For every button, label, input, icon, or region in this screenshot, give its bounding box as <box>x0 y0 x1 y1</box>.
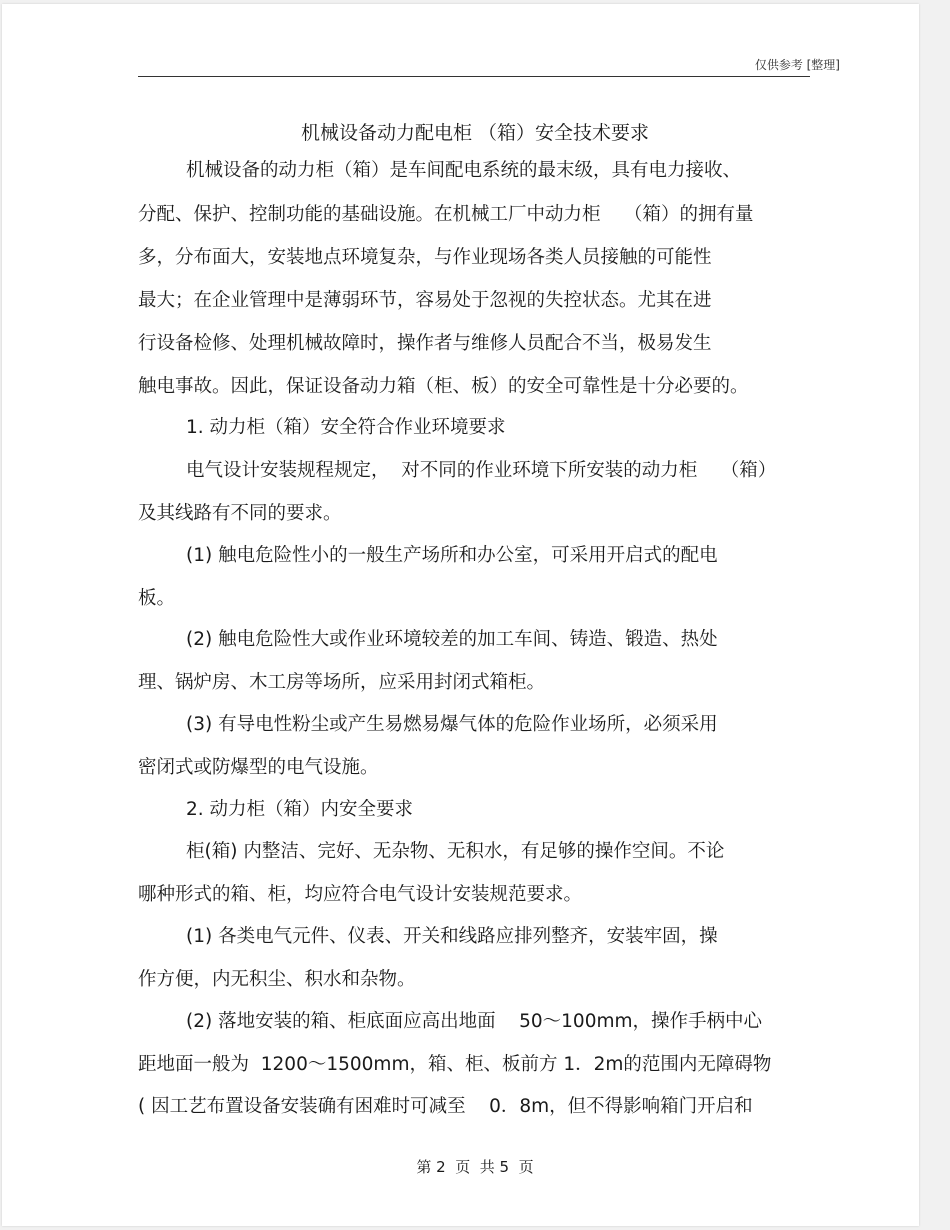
body-line: 机械设备的动力柜（箱）是车间配电系统的最末级，具有电力接收、 <box>186 160 742 181</box>
body-line: 分配、保护、控制功能的基础设施。在机械工厂中动力柜 （箱）的拥有量 <box>138 204 754 225</box>
body-line: 作方便，内无积尘、积水和杂物。 <box>138 969 416 990</box>
body-line: 触电事故。因此，保证设备动力箱（柜、板）的安全可靠性是十分必要的。 <box>138 376 749 397</box>
body-line: 理、锅炉房、木工房等场所，应采用封闭式箱柜。 <box>138 672 546 693</box>
section-heading: 2. 动力柜（箱）内安全要求 <box>186 799 414 820</box>
body-line: 哪种形式的箱、柜，均应符合电气设计安装规范要求。 <box>138 884 583 905</box>
body-line: (2) 触电危险性大或作业环境较差的加工车间、铸造、锻造、热处 <box>186 629 718 650</box>
section-heading: 1. 动力柜（箱）安全符合作业环境要求 <box>186 417 506 438</box>
body-line: (1) 触电危险性小的一般生产场所和办公室，可采用开启式的配电 <box>186 545 718 566</box>
body-line: (3) 有导电性粉尘或产生易燃易爆气体的危险作业场所，必须采用 <box>186 714 718 735</box>
page-number: 第 2 页 共 5 页 <box>416 1158 534 1176</box>
body-line: 柜(箱) 内整洁、完好、无杂物、无积水，有足够的操作空间。不论 <box>186 841 725 862</box>
document-page <box>2 4 919 1226</box>
body-line: (2) 落地安装的箱、柜底面应高出地面 50～100mm，操作手柄中心 <box>186 1011 763 1032</box>
header-divider <box>138 76 810 77</box>
body-line: 电气设计安装规程规定， 对不同的作业环境下所安装的动力柜 （箱） <box>186 460 777 481</box>
header-note: 仅供参考 [整理] <box>754 58 840 72</box>
body-line: (1) 各类电气元件、仪表、开关和线路应排列整齐，安装牢固，操 <box>186 926 718 947</box>
body-line: 板。 <box>138 588 176 609</box>
body-line: 距地面一般为 1200～1500mm，箱、柜、板前方 1．2m的范围内无障碍物 <box>138 1054 772 1075</box>
body-line: 行设备检修、处理机械故障时，操作者与维修人员配合不当，极易发生 <box>138 333 712 354</box>
body-line: 及其线路有不同的要求。 <box>138 503 342 524</box>
body-line: 最大；在企业管理中是薄弱环节，容易处于忽视的失控状态。尤其在进 <box>138 290 712 311</box>
body-line: 多，分布面大，安装地点环境复杂，与作业现场各类人员接触的可能性 <box>138 247 712 268</box>
body-line: ( 因工艺布置设备安装确有困难时可减至 0．8m，但不得影响箱门开启和 <box>138 1096 753 1117</box>
body-line: 密闭式或防爆型的电气设施。 <box>138 757 379 778</box>
document-title: 机械设备动力配电柜 （箱）安全技术要求 <box>300 122 650 144</box>
